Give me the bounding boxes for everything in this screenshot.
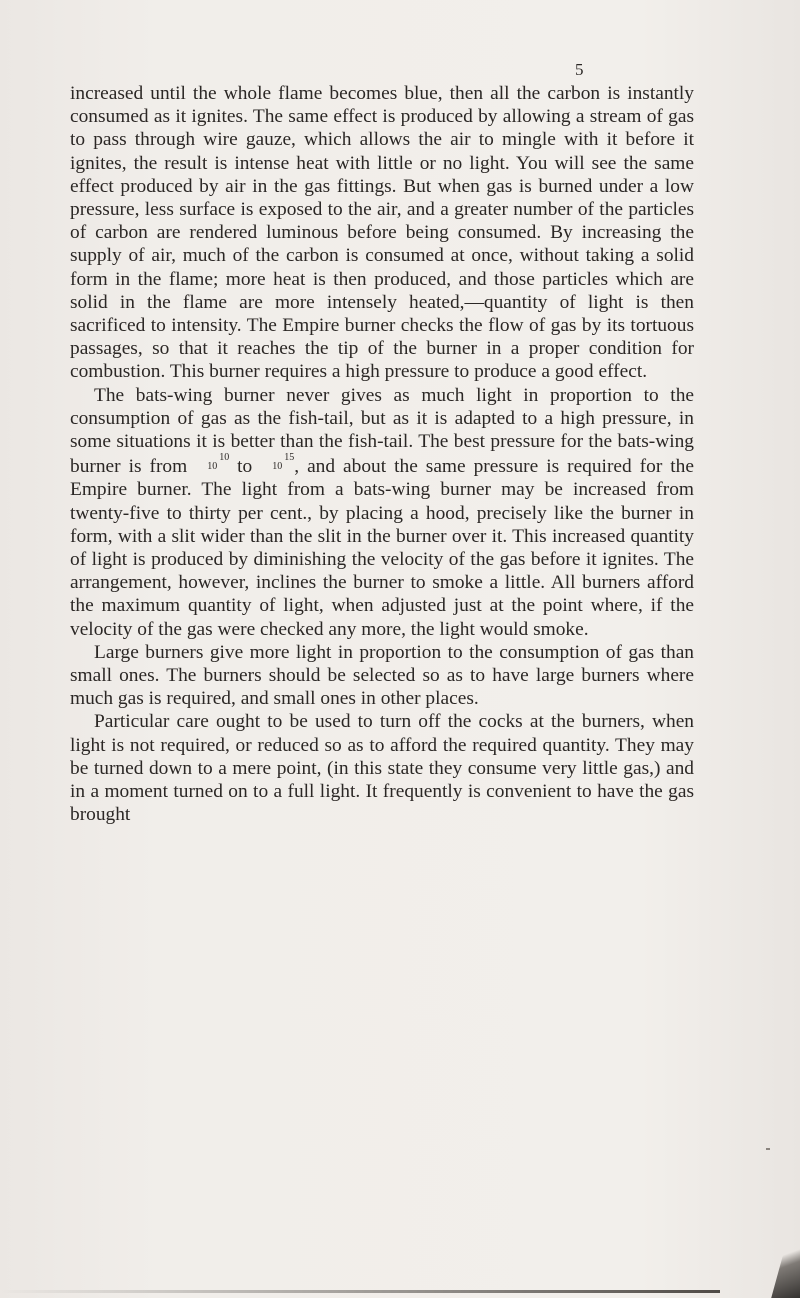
paragraph-1: increased until the whole flame becomes blue, then all the carbon is instantly consumed as it ignites. The same effect is produced by allowing a stream of gas to pass through wire gauze, which allows the air to mingle with it before it ignites, the result is intense heat with little or no light. You will see the same effect produced by air in the gas fittings. But when gas is burned under a low pressure, less surface is exposed to the air, and a greater number of the particles of carbon are rendered luminous before being consumed. By increasing the supply of air, much of the carbon is consumed at once, without taking a solid form in the flame; more heat is then produced, and those particles which are solid in the flame are more intensely heated,—quantity of light is then sacrificed to intensity. The Empire burner checks the flow of gas by its tortuous passages, so that it reaches the tip of the burner in a proper condition for combustion. This burner requires a high pressure to produce a good effect.	[70, 83, 694, 383]
fraction-connector: to	[237, 456, 253, 478]
body-text	[70, 82, 694, 827]
page-number: 5	[575, 60, 584, 79]
paper-speck	[766, 1148, 770, 1150]
page-edge-shadow	[0, 1290, 720, 1293]
paragraph-2: The bats-wing burner never gives as much light in proportion to the consumption of gas as the fish-tail, but as it is adapted to a high pressure, in some situations it is better than the fish-tail. The best pressure for the bats-wing burner is from 10 10 to 15 10 , and about the same pressure is required for the Empire burner. The light from a bats-wing burner may be increased from twenty-five to thirty per cent., by placing a hood, precisely like the burner in form, with a slit wider than the slit in the burner over it. This increased quantity of light is produced by diminishing the velocity of the gas before it ignites. The arrangement, however, inclines the burner to smoke a little. All burners afford the maximum quantity of light, when adjusted just at the point where, if the velocity of the gas were checked any more, the light would smoke.	[70, 384, 694, 640]
fraction-second-numerator: 15	[284, 452, 295, 464]
fraction-first-denominator: 10	[207, 461, 218, 473]
paragraph-3: Large burners give more light in proportion to the consumption of gas than small ones. The burners should be selected so as to have large burners where much gas is required, and small ones in other places.	[70, 641, 694, 710]
paragraph-2-continuation: and about the same pressure is required for the Empire burner. The light from a bats-wing burner may be increased from twenty-five to thirty per cent., by placing a hood, precisely like the burner in form, with a slit wider than the slit in the burner over it. This increased quantity of light is produced by diminishing the velocity of the gas before it ignites. The arrangement, however, inclines the burner to smoke a little. All burners afford the maximum quantity of light, when adjusted just at the point where, if the velocity of the gas were checked any more, the light would smoke.	[70, 456, 694, 640]
fraction-second	[260, 453, 294, 471]
fraction-first-numerator: 10	[219, 452, 230, 464]
binding-edge-mark	[768, 1228, 800, 1298]
paragraph-2-text: The bats-wing burner never gives as much light in proportion to the consumption of gas as the fish-tail, but as it is adapted to a high pressure, in some situations it is better than the fish-tail. The best pressure for the bats-wing burner is from	[70, 384, 694, 478]
fraction-second-denominator: 10	[272, 461, 283, 473]
paragraph-4: Particular care ought to be used to turn off the cocks at the burners, when light is not required, or reduced so as to afford the required quantity. They may be turned down to a mere point, (in this state they consume very little gas,) and in a moment turned on to a full light. It frequently is convenient to have the gas brought	[70, 711, 694, 826]
fraction-first	[195, 453, 229, 471]
